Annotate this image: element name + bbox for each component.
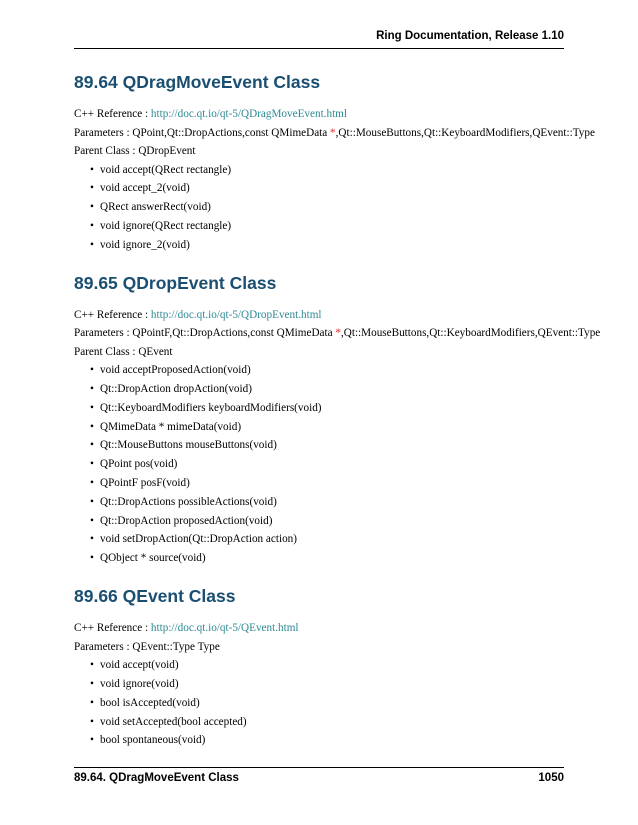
list-item	[90, 420, 564, 434]
footer-divider	[74, 767, 564, 768]
list-item	[90, 181, 564, 195]
list-item	[90, 677, 564, 691]
list-item	[90, 163, 564, 177]
list-item	[90, 514, 564, 528]
method-signature: void ignore_2(void)	[100, 238, 190, 251]
section-title: 89.65 QDropEvent Class	[74, 272, 277, 293]
method-list	[74, 163, 564, 252]
bullet-icon: •	[90, 401, 94, 414]
method-signature: void accept_2(void)	[100, 182, 190, 195]
parent-class: Parent Class : QEvent	[74, 345, 173, 358]
method-signature: Qt::DropActions possibleActions(void)	[100, 495, 277, 508]
method-signature: QObject * source(void)	[100, 552, 206, 565]
parameters: Parameters : QEvent::Type Type	[74, 640, 220, 653]
bullet-icon: •	[90, 734, 94, 747]
bullet-icon: •	[90, 238, 94, 251]
parameters-text: Parameters : QPointF,Qt::DropActions,const QMimeData	[74, 327, 336, 340]
list-item	[90, 495, 564, 509]
cpp-reference-link[interactable]: http://doc.qt.io/qt-5/QEvent.html	[150, 622, 299, 635]
list-item	[90, 382, 564, 396]
page-content	[74, 62, 601, 767]
bullet-icon: •	[90, 420, 94, 433]
method-signature: void accept(QRect rectangle)	[100, 163, 232, 176]
list-item	[90, 733, 564, 747]
section-title: 89.64 QDragMoveEvent Class	[74, 72, 321, 92]
list-item	[90, 363, 564, 377]
method-signature: bool spontaneous(void)	[100, 734, 206, 747]
parameters-text-rest: ,Qt::MouseButtons,Qt::KeyboardModifiers,QEvent::Type	[340, 327, 601, 340]
list-item	[90, 438, 564, 452]
method-signature: void accept(void)	[100, 659, 179, 672]
list-item	[90, 551, 564, 565]
method-list	[74, 363, 564, 565]
section-title: 89.66 QEvent Class	[74, 586, 236, 607]
bullet-icon: •	[90, 182, 94, 195]
method-signature: QMimeData * mimeData(void)	[100, 420, 242, 433]
bullet-icon: •	[90, 201, 94, 214]
parameters-text: Parameters : QPoint,Qt::DropActions,const QMimeData	[74, 126, 331, 139]
method-signature: Qt::MouseButtons mouseButtons(void)	[100, 439, 277, 452]
cpp-reference-label: C++ Reference :	[74, 108, 151, 120]
bullet-icon: •	[90, 439, 94, 452]
cpp-reference-link[interactable]: http://doc.qt.io/qt-5/QDropEvent.html	[150, 308, 322, 321]
bullet-icon: •	[90, 495, 94, 508]
bullet-icon: •	[90, 476, 94, 489]
list-item	[90, 200, 564, 214]
list-item	[90, 658, 564, 672]
bullet-icon: •	[90, 458, 94, 471]
cpp-reference-link[interactable]: http://doc.qt.io/qt-5/QDragMoveEvent.html	[150, 108, 347, 120]
method-signature: void setDropAction(Qt::DropAction action)	[100, 533, 297, 546]
cpp-reference	[74, 621, 564, 635]
parameters-text-rest: ,Qt::MouseButtons,Qt::KeyboardModifiers,QEvent::Type	[335, 126, 595, 139]
cpp-reference-label: C++ Reference :	[74, 622, 151, 635]
page-footer	[74, 772, 564, 784]
bullet-icon: •	[90, 659, 94, 672]
parent-class: Parent Class : QDropEvent	[74, 145, 196, 157]
method-signature: void ignore(QRect rectangle)	[100, 219, 232, 232]
page-header: Ring Documentation, Release 1.10	[376, 30, 564, 42]
parameters	[74, 326, 601, 340]
section-qevent	[74, 585, 564, 747]
list-item	[90, 476, 564, 490]
list-item	[90, 401, 564, 415]
cpp-reference	[74, 308, 564, 322]
footer-section: 89.64. QDragMoveEvent Class	[74, 772, 239, 784]
method-signature: Qt::KeyboardModifiers keyboardModifiers(void)	[100, 401, 322, 414]
bullet-icon: •	[90, 715, 94, 728]
bullet-icon: •	[90, 533, 94, 546]
pointer-star: *	[335, 327, 341, 340]
list-item	[90, 696, 564, 710]
list-item	[90, 457, 564, 471]
bullet-icon: •	[90, 552, 94, 565]
method-signature: QPoint pos(void)	[100, 458, 178, 471]
method-signature: Qt::DropAction dropAction(void)	[100, 382, 252, 395]
cpp-reference	[74, 107, 564, 121]
method-signature: Qt::DropAction proposedAction(void)	[100, 514, 273, 527]
section-qdragmoveevent	[74, 71, 595, 252]
bullet-icon: •	[90, 219, 94, 232]
list-item	[90, 715, 564, 729]
method-list	[74, 658, 564, 747]
method-signature: QRect answerRect(void)	[100, 201, 211, 214]
pointer-star: *	[330, 126, 336, 139]
method-signature: void ignore(void)	[100, 677, 179, 690]
header-divider	[74, 48, 564, 49]
method-signature: bool isAccepted(void)	[100, 696, 200, 709]
bullet-icon: •	[90, 382, 94, 395]
method-signature: void acceptProposedAction(void)	[100, 364, 251, 377]
method-signature: void setAccepted(bool accepted)	[100, 715, 247, 728]
cpp-reference-label: C++ Reference :	[74, 308, 151, 321]
page-number: 1050	[538, 772, 564, 784]
bullet-icon: •	[90, 677, 94, 690]
list-item	[90, 532, 564, 546]
bullet-icon: •	[90, 696, 94, 709]
list-item	[90, 219, 564, 233]
bullet-icon: •	[90, 163, 94, 176]
method-signature: QPointF posF(void)	[100, 476, 190, 489]
bullet-icon: •	[90, 364, 94, 377]
parameters	[74, 126, 595, 140]
bullet-icon: •	[90, 514, 94, 527]
list-item	[90, 238, 564, 252]
section-qdropevent	[74, 272, 601, 565]
